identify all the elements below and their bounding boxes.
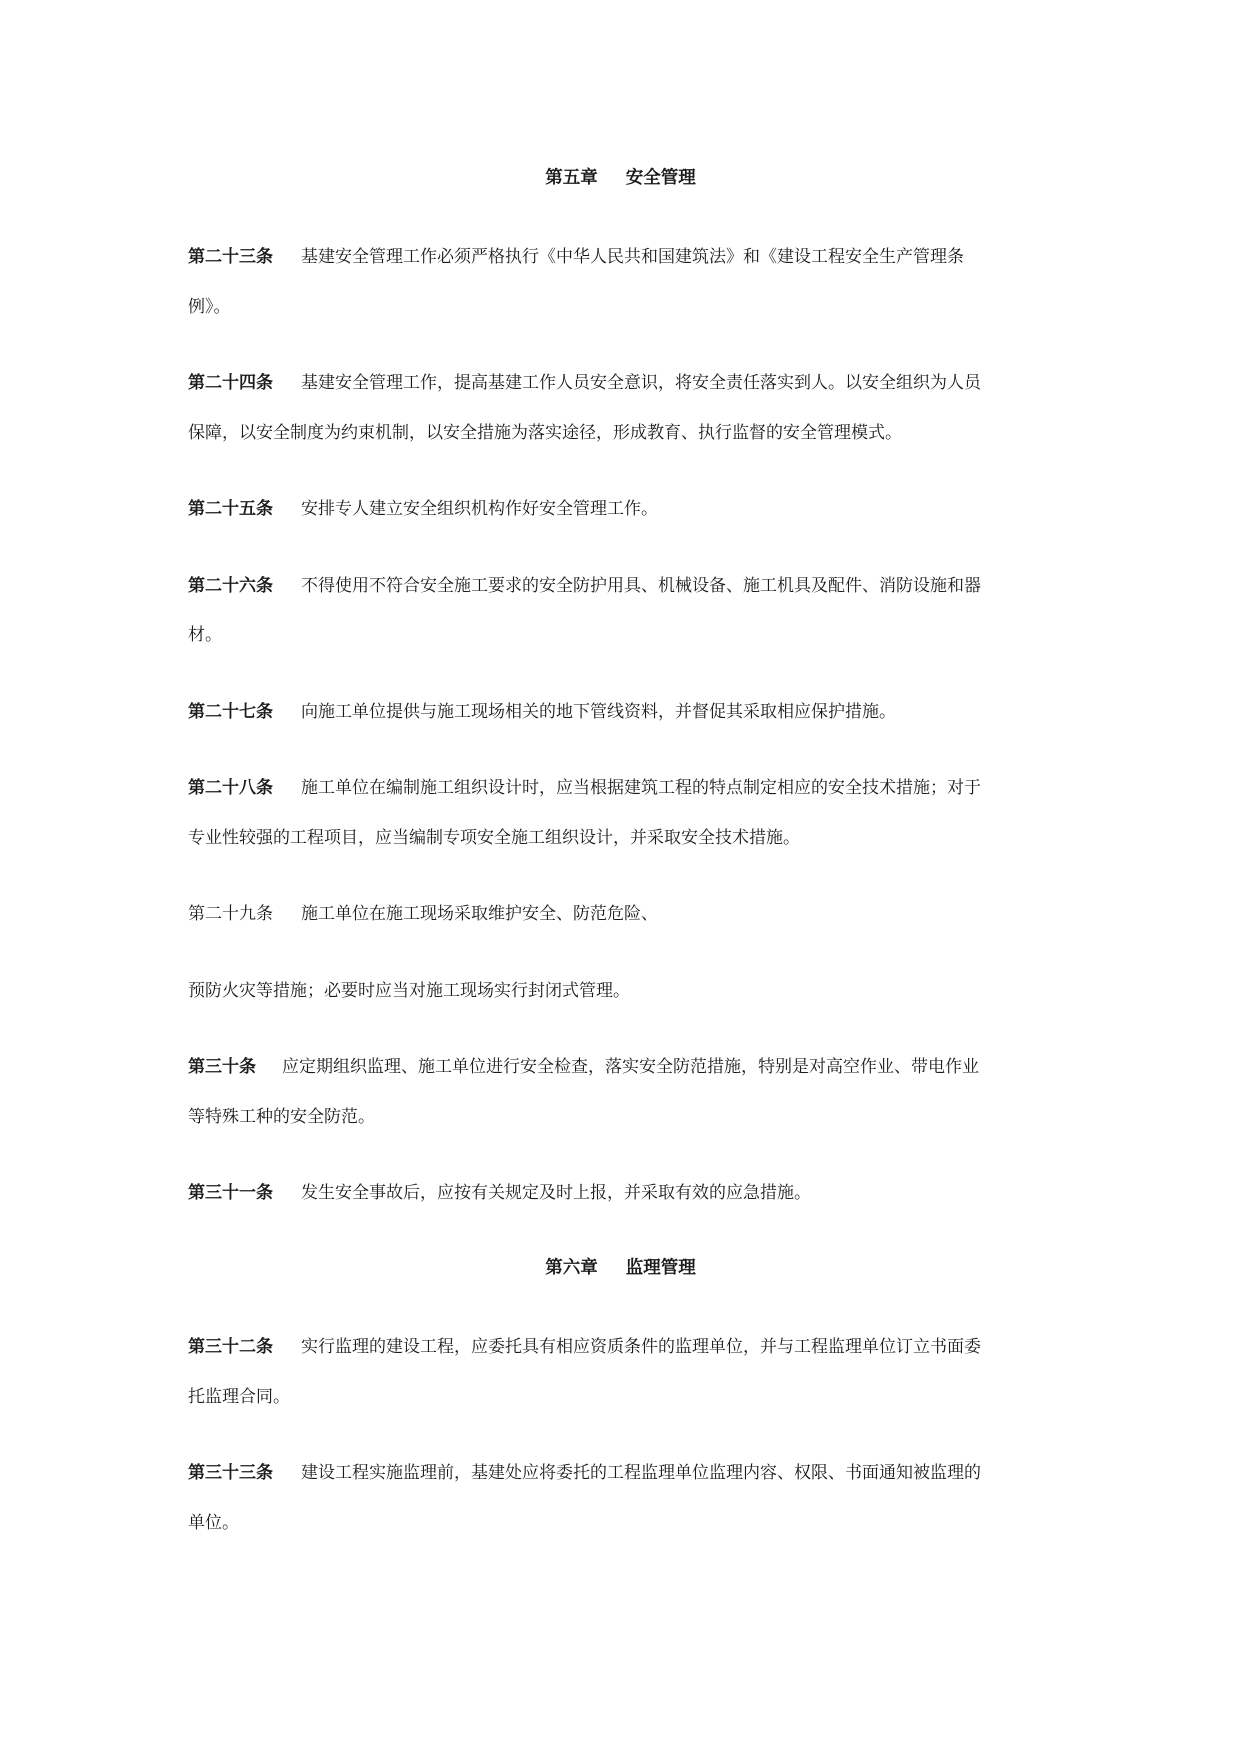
chapter-5-heading: [0, 164, 1241, 189]
article-24-text-1: 基建安全管理工作，提高基建工作人员安全意识，将安全责任落实到人。以安全组织为人员: [301, 373, 981, 393]
article-32-text-1: 实行监理的建设工程，应委托具有相应资质条件的监理单位，并与工程监理单位订立书面委: [301, 1337, 981, 1357]
article-30-label: 第三十条: [188, 1057, 256, 1077]
article-29-label: 第二十九条: [188, 904, 273, 924]
article-30-text-2: 等特殊工种的安全防范。: [188, 1107, 375, 1127]
article-28-text-1: 施工单位在编制施工组织设计时，应当根据建筑工程的特点制定相应的安全技术措施；对于: [301, 778, 981, 798]
article-30-text-1: 应定期组织监理、施工单位进行安全检查，落实安全防范措施，特别是对高空作业、带电作业: [282, 1057, 979, 1077]
chapter-6-heading: [0, 1254, 1241, 1279]
article-29: [188, 899, 1064, 924]
chapter-6-label: 第六章: [545, 1258, 598, 1278]
article-26: [188, 571, 1064, 596]
article-23-label: 第二十三条: [188, 247, 273, 267]
article-25-text-1: 安排专人建立安全组织机构作好安全管理工作。: [301, 499, 658, 519]
article-32-label: 第三十二条: [188, 1337, 273, 1357]
article-26-label: 第二十六条: [188, 576, 273, 596]
article-31-text-1: 发生安全事故后，应按有关规定及时上报，并采取有效的应急措施。: [301, 1183, 811, 1203]
article-32: [188, 1332, 1064, 1357]
article-23-text-2: 例》。: [188, 297, 231, 317]
chapter-5-title: 安全管理: [625, 168, 696, 188]
article-28: [188, 773, 1064, 798]
article-30: [188, 1052, 1064, 1077]
article-33: [188, 1458, 1064, 1483]
article-27: [188, 697, 1064, 722]
article-23: [188, 242, 1064, 267]
article-29-text-2: 预防火灾等措施；必要时应当对施工现场实行封闭式管理。: [188, 981, 630, 1001]
article-31-label: 第三十一条: [188, 1183, 273, 1203]
article-33-label: 第三十三条: [188, 1463, 273, 1483]
article-24: [188, 368, 1064, 393]
article-27-text-1: 向施工单位提供与施工现场相关的地下管线资料，并督促其采取相应保护措施。: [301, 702, 896, 722]
article-29-text-1: 施工单位在施工现场采取维护安全、防范危险、: [301, 904, 658, 924]
article-26-text-2: 材。: [188, 625, 222, 645]
chapter-6-title: 监理管理: [625, 1258, 696, 1278]
article-32-text-2: 托监理合同。: [188, 1387, 290, 1407]
chapter-5-label: 第五章: [545, 168, 598, 188]
article-25-label: 第二十五条: [188, 499, 273, 519]
article-23-text-1: 基建安全管理工作必须严格执行《中华人民共和国建筑法》和《建设工程安全生产管理条: [301, 247, 964, 267]
article-31: [188, 1178, 1064, 1203]
article-24-label: 第二十四条: [188, 373, 273, 393]
article-33-text-2: 单位。: [188, 1513, 239, 1533]
article-33-text-1: 建设工程实施监理前，基建处应将委托的工程监理单位监理内容、权限、书面通知被监理的: [301, 1463, 981, 1483]
article-28-label: 第二十八条: [188, 778, 273, 798]
article-28-text-2: 专业性较强的工程项目，应当编制专项安全施工组织设计，并采取安全技术措施。: [188, 828, 800, 848]
article-27-label: 第二十七条: [188, 702, 273, 722]
article-25: [188, 494, 1064, 519]
article-26-text-1: 不得使用不符合安全施工要求的安全防护用具、机械设备、施工机具及配件、消防设施和器: [301, 576, 981, 596]
article-24-text-2: 保障，以安全制度为约束机制，以安全措施为落实途径，形成教育、执行监督的安全管理模式。: [188, 423, 902, 443]
